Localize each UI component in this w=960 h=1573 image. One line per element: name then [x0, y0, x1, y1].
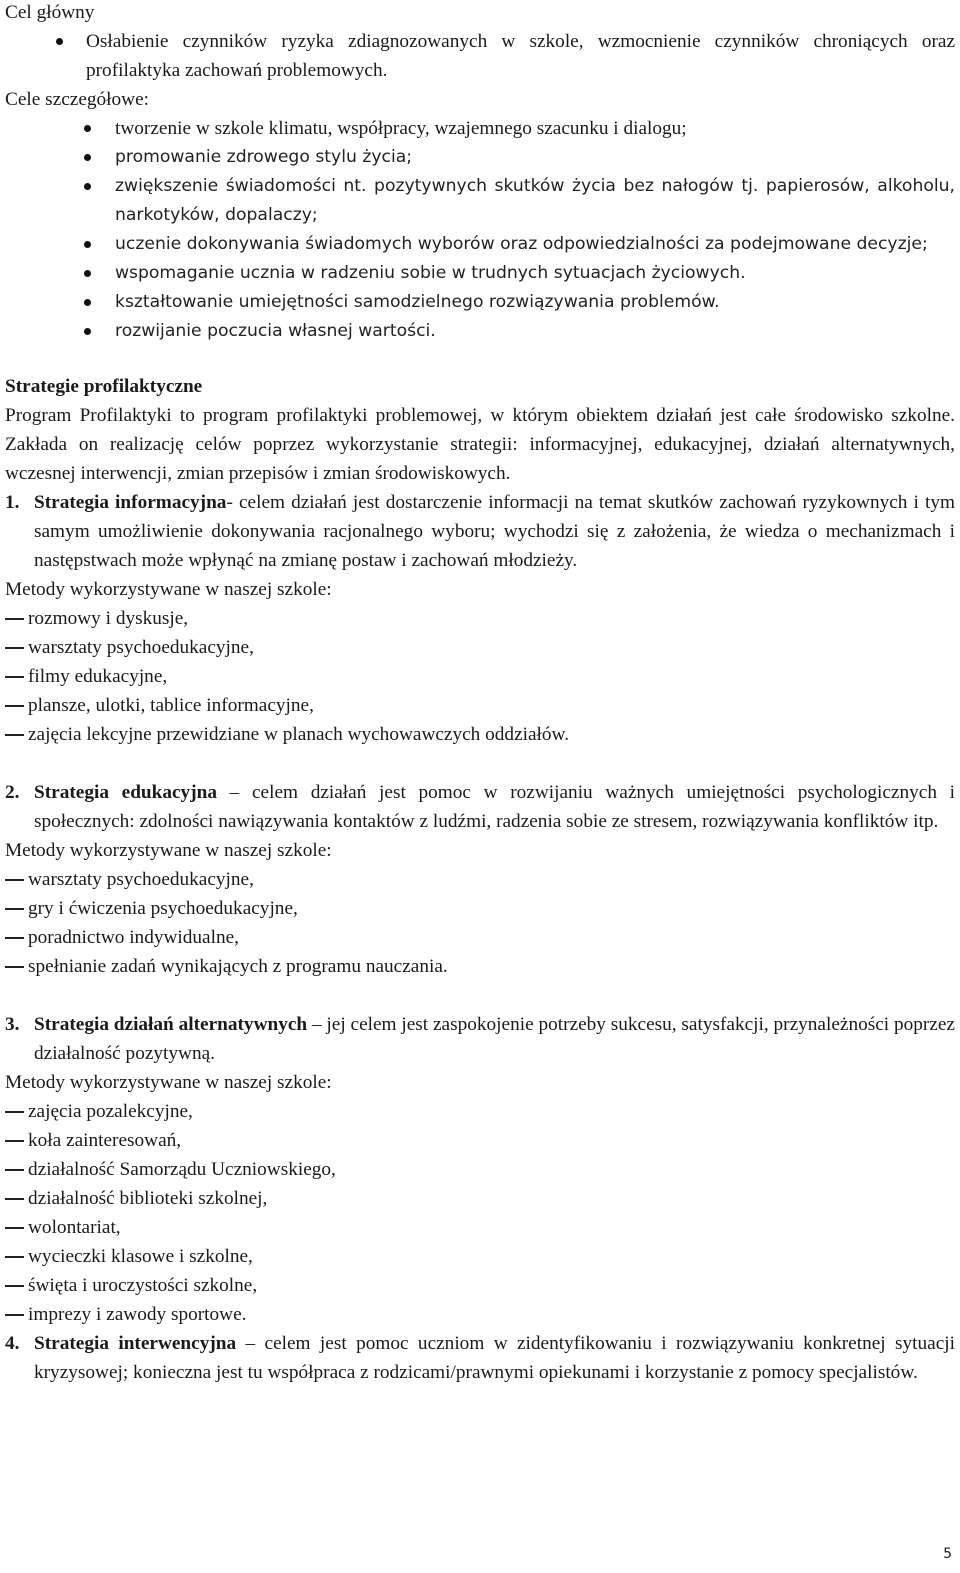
list-item: działalność Samorządu Uczniowskiego,	[5, 1155, 955, 1184]
strategy-2-methods	[5, 865, 955, 981]
list-item: wspomaganie ucznia w radzeniu sobie w trudnych sytuacjach życiowych.	[5, 259, 955, 288]
strategy-3-number: 3.	[5, 1014, 20, 1035]
list-item: zwiększenie świadomości nt. pozytywnych skutków życia bez nałogów tj. papierosów, alkoholu, narkotyków, dopalaczy;	[5, 172, 955, 230]
strategy-3-text: – jej celem jest zaspokojenie potrzeby sukcesu, satysfakcji, przynależności poprzez działalność pozytywną.	[34, 1014, 955, 1064]
strategy-4-title: Strategia interwencyjna	[34, 1333, 237, 1354]
strategy-1-text: - celem działań jest dostarczenie informacji na temat skutków zachowań ryzykownych i tym samym umożliwienie dokonywania racjonalnego wyboru; wychodzi się z założenia, że wiedza o mechanizmach i następstwach może wpłynąć na zmianę postaw i zachowań młodzieży.	[34, 492, 955, 571]
strategy-1-title: Strategia informacyjna	[34, 492, 227, 513]
list-item: poradnictwo indywidualne,	[5, 923, 955, 952]
list-item: gry i ćwiczenia psychoedukacyjne,	[5, 894, 955, 923]
specific-goals-list	[5, 114, 955, 346]
list-item: filmy edukacyjne,	[5, 662, 955, 691]
strategy-4-number: 4.	[5, 1333, 20, 1354]
list-item: koła zainteresowań,	[5, 1126, 955, 1155]
strategy-2	[5, 778, 955, 836]
list-item: rozwijanie poczucia własnej wartości.	[5, 317, 955, 346]
list-item: tworzenie w szkole klimatu, współpracy, wzajemnego szacunku i dialogu;	[5, 114, 955, 143]
list-item: warsztaty psychoedukacyjne,	[5, 865, 955, 894]
list-item: promowanie zdrowego stylu życia;	[5, 143, 955, 172]
list-item: wycieczki klasowe i szkolne,	[5, 1242, 955, 1271]
strategy-2-text: – celem działań jest pomoc w rozwijaniu ważnych umiejętności psychologicznych i społecznych: zdolności nawiązywania kontaktów z ludźmi, radzenia sobie ze stresem, rozwiązywania konfliktów itp.	[34, 782, 956, 832]
strategies-intro: Program Profilaktyki to program profilaktyki problemowej, w którym obiektem działań jest całe środowisko szkolne. Zakłada on realizację celów poprzez wykorzystanie strategii: informacyjnej, edukacyjnej, działań alternatywnych, wczesnej interwencji, zmian przepisów i zmian środowiskowych.	[5, 405, 955, 484]
list-item: zajęcia lekcyjne przewidziane w planach wychowawczych oddziałów.	[5, 720, 955, 749]
list-item: plansze, ulotki, tablice informacyjne,	[5, 691, 955, 720]
strategy-1	[5, 488, 955, 575]
methods-label: Metody wykorzystywane w naszej szkole:	[5, 579, 332, 600]
strategy-4-text: – celem jest pomoc uczniom w zidentyfikowaniu i rozwiązywaniu konkretnej sytuacji kryzysowej; konieczna jest tu współpraca z rodzicami/prawnymi opiekunami i korzystanie z pomocy specjalistów.	[34, 1333, 955, 1383]
strategy-3	[5, 1010, 955, 1068]
list-item: działalność biblioteki szkolnej,	[5, 1184, 955, 1213]
list-item: święta i uroczystości szkolne,	[5, 1271, 955, 1300]
specific-goals-heading: Cele szczegółowe:	[5, 89, 150, 110]
strategy-3-methods	[5, 1097, 955, 1329]
main-goal-list	[5, 27, 955, 85]
strategy-1-number: 1.	[5, 492, 20, 513]
list-item: wolontariat,	[5, 1213, 955, 1242]
methods-label: Metody wykorzystywane w naszej szkole:	[5, 1072, 332, 1093]
list-item: warsztaty psychoedukacyjne,	[5, 633, 955, 662]
list-item: zajęcia pozalekcyjne,	[5, 1097, 955, 1126]
list-item: spełnianie zadań wynikających z programu nauczania.	[5, 952, 955, 981]
page-number: 5	[943, 1546, 952, 1562]
list-item: kształtowanie umiejętności samodzielnego rozwiązywania problemów.	[5, 288, 955, 317]
strategies-heading: Strategie profilaktyczne	[5, 376, 203, 397]
methods-label: Metody wykorzystywane w naszej szkole:	[5, 840, 332, 861]
strategy-2-number: 2.	[5, 782, 20, 803]
list-item: imprezy i zawody sportowe.	[5, 1300, 955, 1329]
main-goal-heading: Cel główny	[5, 2, 95, 23]
list-item: Osłabienie czynników ryzyka zdiagnozowanych w szkole, wzmocnienie czynników chroniących oraz profilaktyka zachowań problemowych.	[5, 27, 955, 85]
list-item: rozmowy i dyskusje,	[5, 604, 955, 633]
strategy-1-methods	[5, 604, 955, 749]
strategy-4	[5, 1329, 955, 1387]
list-item: uczenie dokonywania świadomych wyborów oraz odpowiedzialności za podejmowane decyzje;	[5, 230, 955, 259]
document-page	[5, 0, 955, 1387]
strategy-2-title: Strategia edukacyjna	[34, 782, 217, 803]
strategy-3-title: Strategia działań alternatywnych	[34, 1014, 308, 1035]
